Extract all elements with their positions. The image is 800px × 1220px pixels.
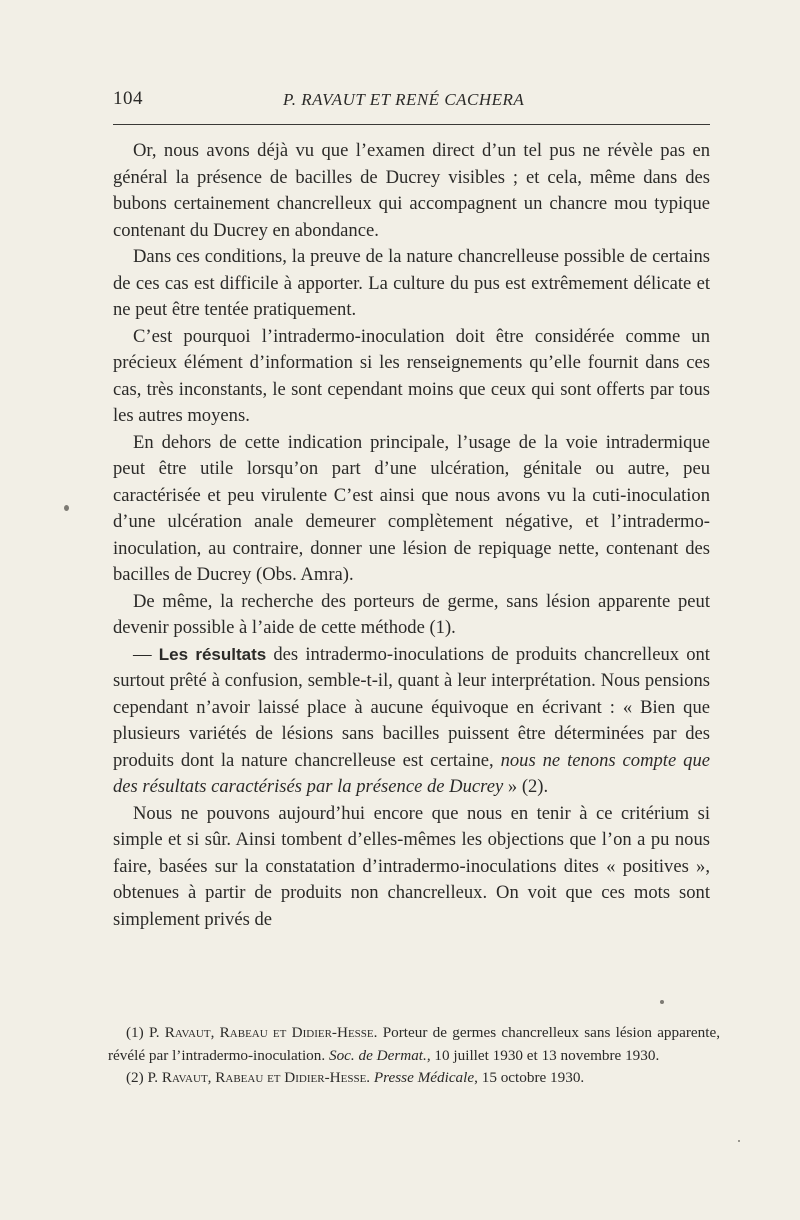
paragraph-1: Or, nous avons déjà vu que l’examen direct d’un tel pus ne révèle pas en général la présence de bacilles de Ducrey visibles ; et cela, même dans des bubons certainement chancrelleux qui accompagnent un chancre mou typique contenant du Ducrey en abondance. xyxy=(113,140,710,241)
paragraph-3: C’est pourquoi l’intradermo-inoculation doit être considérée comme un précieux élément d’information si les renseignements qu’elle fournit dans ces cas, très inconstants, le sont cependant moins que ceux qui sont offerts par tous les autres moyens. xyxy=(113,325,710,426)
running-title: P. RAVAUT ET RENÉ CACHERA xyxy=(283,90,525,109)
footnote-2-source: Presse Médicale xyxy=(373,1069,475,1086)
em-dash: — xyxy=(133,643,159,665)
paragraph-6-end: » (2). xyxy=(503,776,549,797)
italic-quotation: nous ne tenons compte que des résultats caractérisés par la présence de Ducrey xyxy=(113,749,710,797)
paragraph-7: Nous ne pouvons aujourd’hui encore que nous en tenir à ce critérium si simple et si sûr. Ainsi tombent d’elles-mêmes les objections que l’on a pu nous faire, basées sur la constatation d’intradermo-inoculations dites « positives », obtenues à partir de produits non chancrelleux. On voit que ces mots sont simplement privés de xyxy=(113,802,710,930)
paragraph-6-text: des intradermo-inoculations de produits chancrelleux ont surtout prêté à confusion, semble-t-il, quant à leur interprétation. Nous pensions cependant n’avoir laissé place à aucune équivoque en écrivant : « Bien que plusieurs variétés de lésions sans bacilles puissent être déterminées par des produits dont la nature chancrelleuse est certaine, xyxy=(113,643,710,771)
paragraph-2: Dans ces conditions, la preuve de la nature chancrelleuse possible de certains de ces cas est difficile à apporter. La culture du pus est extrêmement délicate et ne peut être tentée pratiquement. xyxy=(113,246,710,320)
paragraph-5: De même, la recherche des porteurs de germe, sans lésion apparente peut devenir possible à l’aide de cette méthode (1). xyxy=(113,590,710,638)
footnote-2-authors: P. Ravaut, Rabeau et Didier-Hesse. xyxy=(147,1069,371,1086)
running-header xyxy=(113,88,710,114)
footnotes xyxy=(108,1022,720,1090)
footnote-1-source: Soc. de Dermat. xyxy=(328,1046,427,1064)
paragraph-4: En dehors de cette indication principale, l’usage de la voie intradermique peut être utile lorsqu’on part d’une ulcération, génitale ou autre, peu caractérisée et peu virulente C’est ainsi que nous avons vu la cuti-inoculation d’une ulcération anale demeurer complètement négative, et l’intradermo-inoculation, au contraire, donner une lésion de repiquage nette, contenant des bacilles de Ducrey (Obs. Amra). xyxy=(113,431,710,585)
paragraph-6 xyxy=(113,642,710,801)
footnote-1 xyxy=(108,1022,720,1067)
body-text xyxy=(113,138,710,933)
paper-speck xyxy=(738,1140,740,1142)
bold-lead-phrase: Les résultats xyxy=(158,644,267,664)
header-rule xyxy=(113,124,710,125)
page-number: 104 xyxy=(113,88,143,109)
footnote-1-text: Porteur de germes chancrelleux sans lésion apparente, révélé par l’intradermo-inoculation. xyxy=(108,1024,721,1064)
paper-speck xyxy=(660,1000,664,1004)
footnote-1-mark: (1) xyxy=(126,1024,149,1041)
footnote-2 xyxy=(108,1067,720,1090)
footnote-1-authors: P. Ravaut, Rabeau et Didier-Hesse. xyxy=(148,1024,378,1041)
footnote-2-mark: (2) xyxy=(126,1069,148,1086)
paper-speck xyxy=(64,505,69,511)
footnote-1-date: , 10 juillet 1930 et 13 novembre 1930. xyxy=(426,1046,660,1064)
footnote-2-date: , 15 octobre 1930. xyxy=(474,1069,585,1086)
